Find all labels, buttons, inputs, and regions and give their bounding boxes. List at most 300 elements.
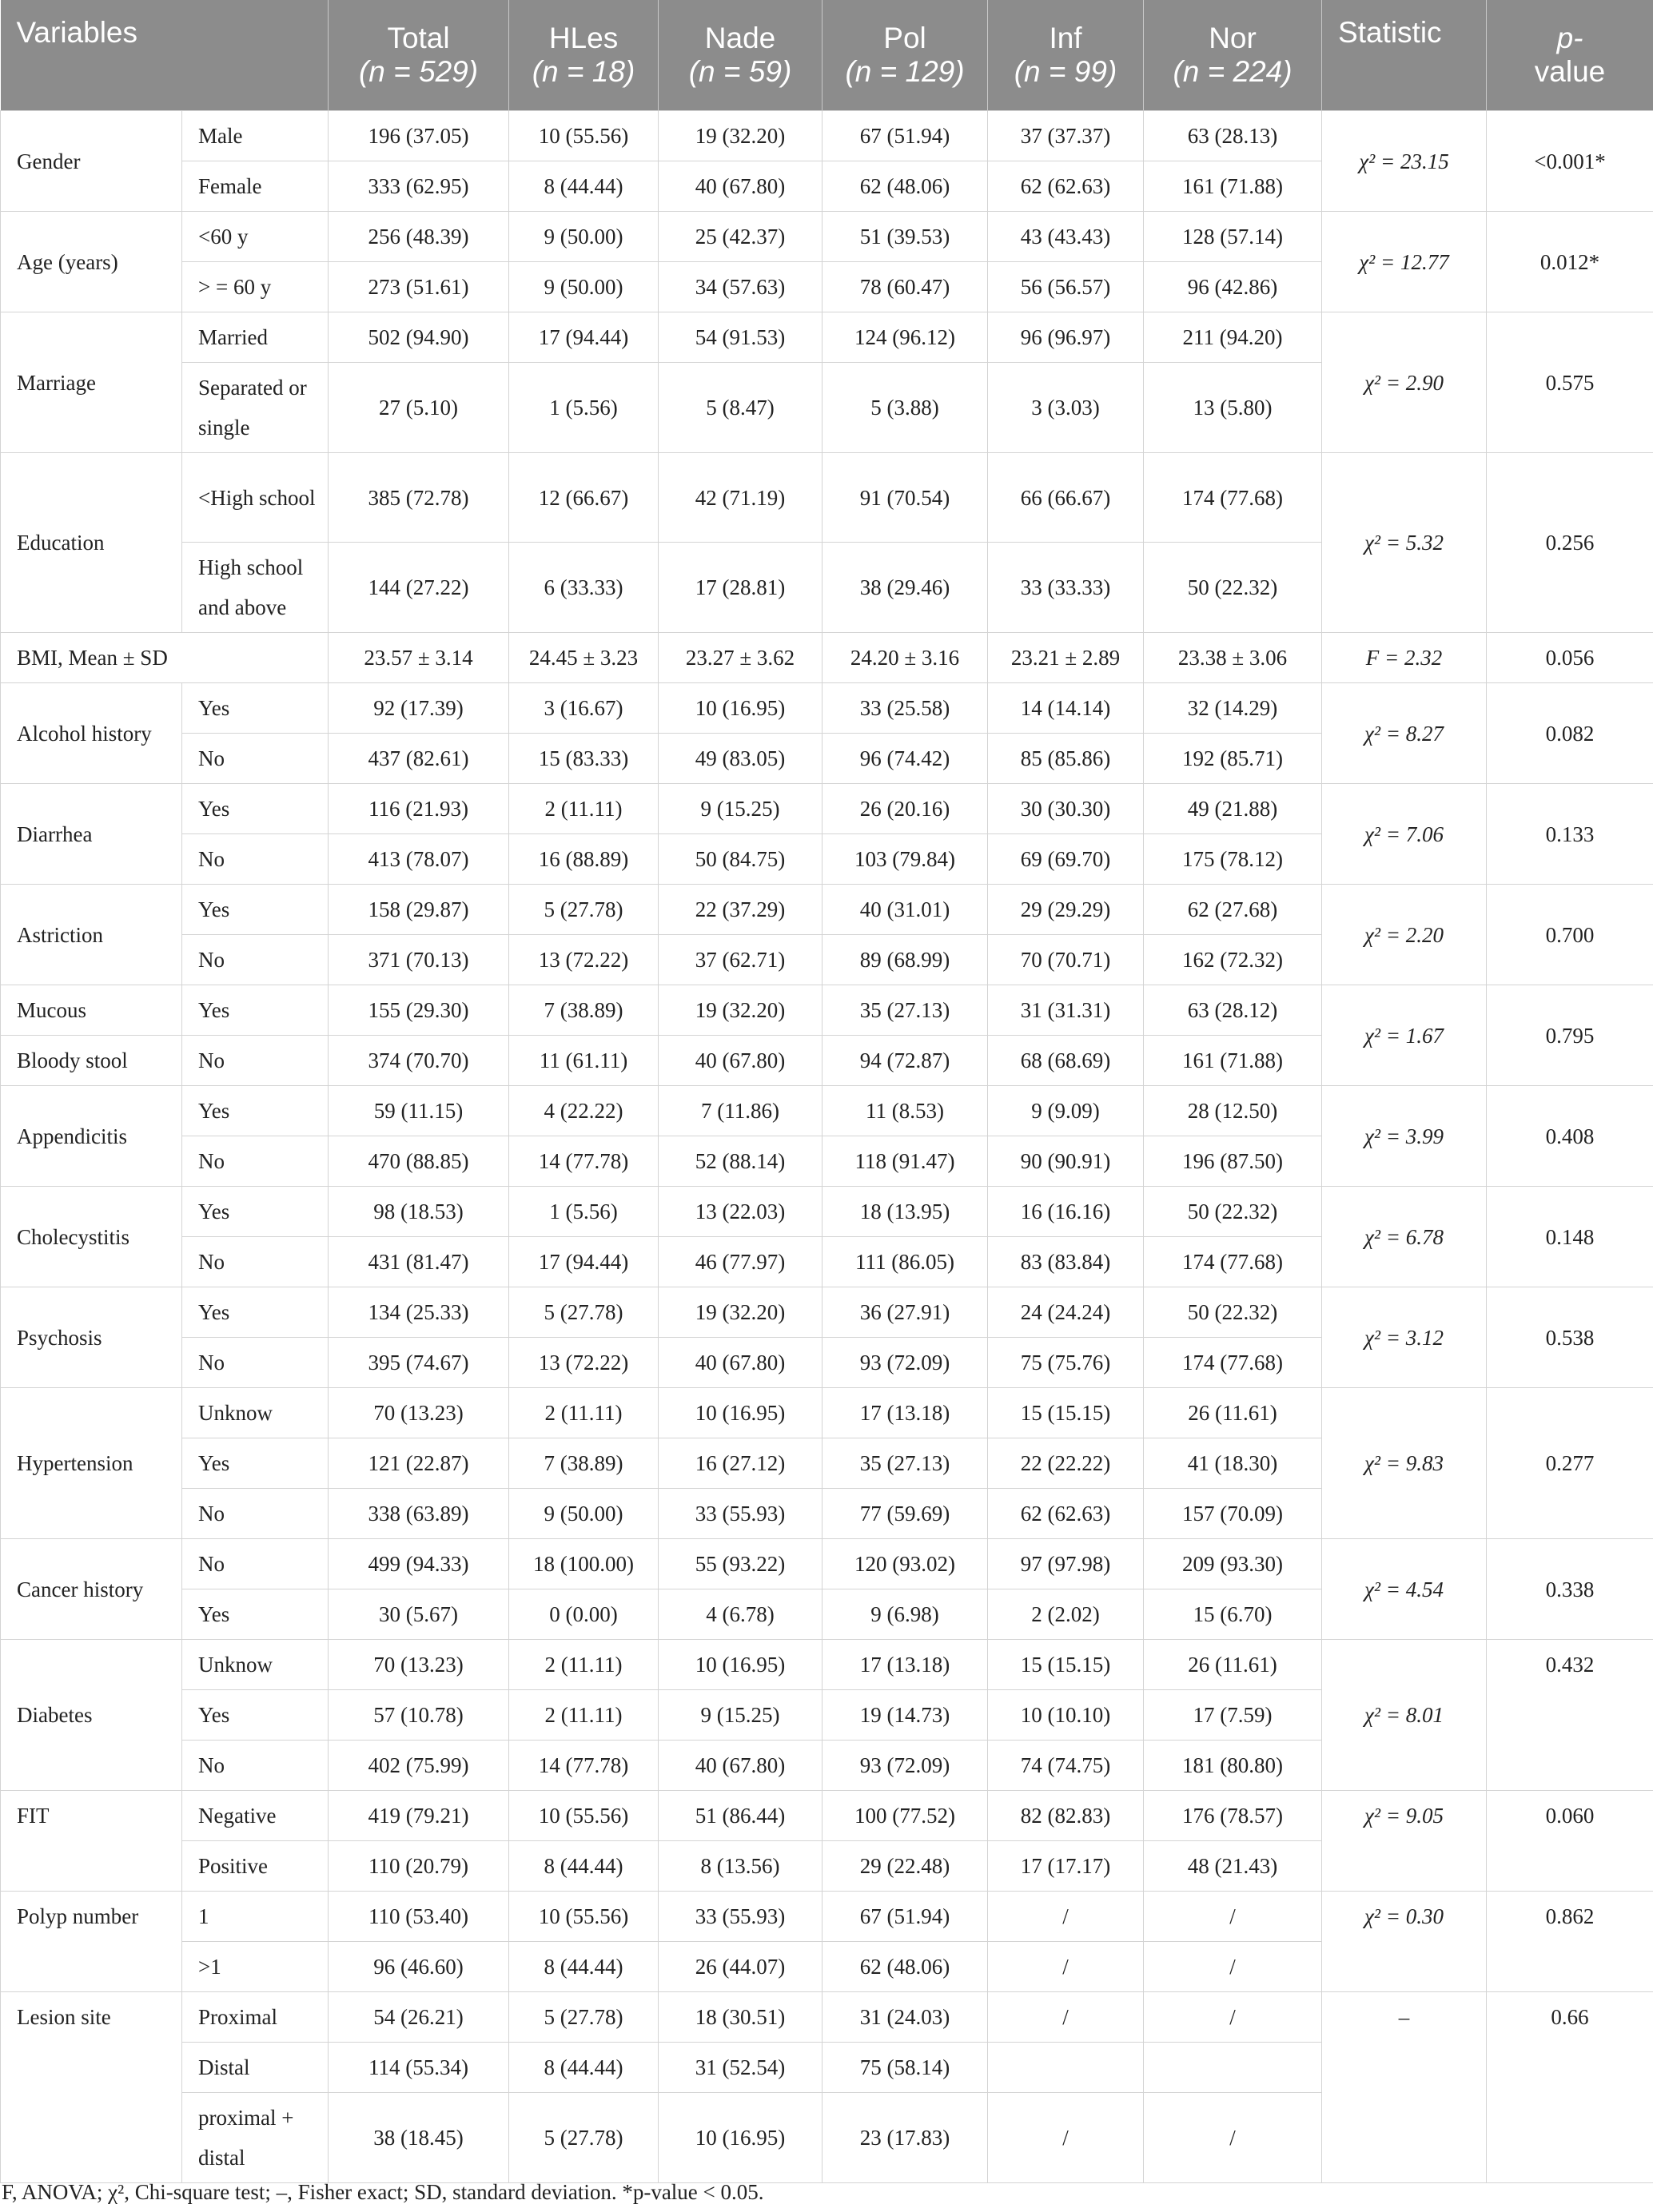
cell-pvalue: 0.408 — [1487, 1086, 1653, 1187]
cell-pol: 94 (72.87) — [823, 1036, 988, 1086]
cell-nade: 5 (8.47) — [659, 363, 823, 453]
level-label: Proximal — [182, 1992, 329, 2043]
cell-pol: 35 (27.13) — [823, 985, 988, 1036]
table-row — [1, 1388, 1653, 1438]
cell-hles: 15 (83.33) — [509, 734, 659, 784]
variable-label: Marriage — [1, 312, 182, 453]
cell-nor: 211 (94.20) — [1144, 312, 1322, 363]
table-row — [1, 633, 1653, 683]
cell-nade: 33 (55.93) — [659, 1892, 823, 1942]
cell-nor: 63 (28.12) — [1144, 985, 1322, 1036]
cell-nor: 48 (21.43) — [1144, 1841, 1322, 1892]
level-label: 1 — [182, 1892, 329, 1942]
cell-statistic: χ² = 6.78 — [1322, 1187, 1487, 1287]
cell-total: 70 (13.23) — [329, 1388, 509, 1438]
cell-nor: 157 (70.09) — [1144, 1489, 1322, 1539]
cell-inf: 22 (22.22) — [988, 1438, 1144, 1489]
cell-pvalue: 0.795 — [1487, 985, 1653, 1086]
table-row — [1, 312, 1653, 363]
cell-total: 59 (11.15) — [329, 1086, 509, 1136]
header-nor — [1144, 0, 1322, 111]
cell-inf: 90 (90.91) — [988, 1136, 1144, 1187]
cell-nor: 15 (6.70) — [1144, 1589, 1322, 1640]
cell-nor: 161 (71.88) — [1144, 161, 1322, 212]
cell-total: 116 (21.93) — [329, 784, 509, 834]
cell-inf: 15 (15.15) — [988, 1388, 1144, 1438]
cell-nor: 174 (77.68) — [1144, 453, 1322, 543]
cell-inf: 70 (70.71) — [988, 935, 1144, 985]
cell-hles: 9 (50.00) — [509, 262, 659, 312]
cell-nade: 10 (16.95) — [659, 1640, 823, 1690]
cell-nade: 19 (32.20) — [659, 111, 823, 161]
level-label: Unknow — [182, 1388, 329, 1438]
cell-nade: 33 (55.93) — [659, 1489, 823, 1539]
cell-statistic: χ² = 8.27 — [1322, 683, 1487, 784]
cell-pol: 62 (48.06) — [823, 1942, 988, 1992]
cell-nor: 162 (72.32) — [1144, 935, 1322, 985]
level-label: Negative — [182, 1791, 329, 1841]
cell-nade: 18 (30.51) — [659, 1992, 823, 2043]
cell-inf: 62 (62.63) — [988, 161, 1144, 212]
cell-pol: 100 (77.52) — [823, 1791, 988, 1841]
cell-nade: 51 (86.44) — [659, 1791, 823, 1841]
cell-pol: 31 (24.03) — [823, 1992, 988, 2043]
cell-inf: 43 (43.43) — [988, 212, 1144, 262]
header-total-n: (n = 529) — [358, 55, 479, 88]
cell-pol: 23 (17.83) — [823, 2093, 988, 2183]
level-label: No — [182, 1036, 329, 1086]
cell-nor: 26 (11.61) — [1144, 1388, 1322, 1438]
variable-label: Polyp number — [1, 1892, 182, 1992]
header-pol — [823, 0, 988, 111]
cell-inf: 75 (75.76) — [988, 1338, 1144, 1388]
variable-label: Hypertension — [1, 1388, 182, 1539]
cell-hles: 13 (72.22) — [509, 935, 659, 985]
header-variables: Variables — [1, 0, 329, 111]
level-label: Yes — [182, 885, 329, 935]
cell-inf: 68 (68.69) — [988, 1036, 1144, 1086]
cell-pol: 78 (60.47) — [823, 262, 988, 312]
cell-total: 110 (20.79) — [329, 1841, 509, 1892]
cell-nor: 175 (78.12) — [1144, 834, 1322, 885]
cell-pol: 33 (25.58) — [823, 683, 988, 734]
cell-inf: 96 (96.97) — [988, 312, 1144, 363]
cell-total: 256 (48.39) — [329, 212, 509, 262]
header-pvalue-line2: value — [1534, 55, 1606, 88]
cell-inf: / — [988, 1992, 1144, 2043]
cell-nor: 196 (87.50) — [1144, 1136, 1322, 1187]
cell-nor: 63 (28.13) — [1144, 111, 1322, 161]
table-row — [1, 683, 1653, 734]
cell-total: 196 (37.05) — [329, 111, 509, 161]
cell-pvalue: 0.538 — [1487, 1287, 1653, 1388]
level-label: High school and above — [182, 543, 329, 633]
cell-inf: 29 (29.29) — [988, 885, 1144, 935]
cell-statistic: χ² = 2.20 — [1322, 885, 1487, 985]
cell-pol: 9 (6.98) — [823, 1589, 988, 1640]
cell-statistic: χ² = 0.30 — [1322, 1892, 1487, 1992]
cell-nade: 19 (32.20) — [659, 1287, 823, 1338]
cell-hles: 10 (55.56) — [509, 1892, 659, 1942]
cell-hles: 7 (38.89) — [509, 985, 659, 1036]
table-row — [1, 1086, 1653, 1136]
cell-pvalue: 0.277 — [1487, 1388, 1653, 1539]
cell-pol: 17 (13.18) — [823, 1388, 988, 1438]
cell-nor: / — [1144, 2093, 1322, 2183]
cell-hles: 7 (38.89) — [509, 1438, 659, 1489]
cell-pvalue: 0.148 — [1487, 1187, 1653, 1287]
cell-total: 419 (79.21) — [329, 1791, 509, 1841]
cell-statistic: χ² = 2.90 — [1322, 312, 1487, 453]
cell-hles: 8 (44.44) — [509, 1942, 659, 1992]
cell-inf: 16 (16.16) — [988, 1187, 1144, 1237]
cell-total: 402 (75.99) — [329, 1741, 509, 1791]
level-label: Married — [182, 312, 329, 363]
level-label: Yes — [182, 1690, 329, 1741]
cell-nade: 7 (11.86) — [659, 1086, 823, 1136]
cell-inf: 33 (33.33) — [988, 543, 1144, 633]
cell-nade: 40 (67.80) — [659, 1741, 823, 1791]
cell-pol: 111 (86.05) — [823, 1237, 988, 1287]
level-label: No — [182, 834, 329, 885]
cell-pol: 38 (29.46) — [823, 543, 988, 633]
cell-total: 23.57 ± 3.14 — [329, 633, 509, 683]
cell-pol: 18 (13.95) — [823, 1187, 988, 1237]
level-label: No — [182, 1539, 329, 1589]
cell-nade: 31 (52.54) — [659, 2043, 823, 2093]
cell-nor: 176 (78.57) — [1144, 1791, 1322, 1841]
cell-nor: 49 (21.88) — [1144, 784, 1322, 834]
cell-inf: 17 (17.17) — [988, 1841, 1144, 1892]
cell-hles: 2 (11.11) — [509, 1690, 659, 1741]
cell-hles: 17 (94.44) — [509, 312, 659, 363]
cell-pol: 40 (31.01) — [823, 885, 988, 935]
cell-nor: 209 (93.30) — [1144, 1539, 1322, 1589]
level-label: Yes — [182, 1086, 329, 1136]
cell-inf: 82 (82.83) — [988, 1791, 1144, 1841]
cell-nor: 62 (27.68) — [1144, 885, 1322, 935]
cell-statistic: χ² = 3.12 — [1322, 1287, 1487, 1388]
cell-nade: 9 (15.25) — [659, 1690, 823, 1741]
cell-nade: 19 (32.20) — [659, 985, 823, 1036]
cell-total: 338 (63.89) — [329, 1489, 509, 1539]
cell-nade: 49 (83.05) — [659, 734, 823, 784]
cell-inf: 56 (56.57) — [988, 262, 1144, 312]
cell-total: 499 (94.33) — [329, 1539, 509, 1589]
cell-total: 98 (18.53) — [329, 1187, 509, 1237]
cell-pvalue: <0.001* — [1487, 111, 1653, 212]
cell-nor: 50 (22.32) — [1144, 1187, 1322, 1237]
cell-nade: 10 (16.95) — [659, 2093, 823, 2183]
cell-hles: 0 (0.00) — [509, 1589, 659, 1640]
cell-hles: 2 (11.11) — [509, 784, 659, 834]
level-label: Yes — [182, 1589, 329, 1640]
cell-pvalue: 0.575 — [1487, 312, 1653, 453]
cell-nor: 174 (77.68) — [1144, 1237, 1322, 1287]
cell-pvalue: 0.133 — [1487, 784, 1653, 885]
cell-inf: 24 (24.24) — [988, 1287, 1144, 1338]
cell-hles: 12 (66.67) — [509, 453, 659, 543]
cell-hles: 9 (50.00) — [509, 1489, 659, 1539]
cell-hles: 10 (55.56) — [509, 1791, 659, 1841]
cell-nade: 22 (37.29) — [659, 885, 823, 935]
variable-label: Gender — [1, 111, 182, 212]
header-hles-name: HLes — [548, 22, 619, 54]
header-hles-n: (n = 18) — [532, 55, 635, 88]
cell-total: 27 (5.10) — [329, 363, 509, 453]
cell-nade: 23.27 ± 3.62 — [659, 633, 823, 683]
cell-nor: 26 (11.61) — [1144, 1640, 1322, 1690]
level-label: Yes — [182, 1287, 329, 1338]
table-row — [1, 985, 1653, 1036]
level-label: > = 60 y — [182, 262, 329, 312]
cell-total: 70 (13.23) — [329, 1640, 509, 1690]
cell-pvalue: 0.862 — [1487, 1892, 1653, 1992]
level-label: Yes — [182, 985, 329, 1036]
level-label: Male — [182, 111, 329, 161]
header-inf-name: Inf — [1049, 22, 1082, 54]
cell-total: 114 (55.34) — [329, 2043, 509, 2093]
cell-nade: 40 (67.80) — [659, 161, 823, 212]
cell-hles: 10 (55.56) — [509, 111, 659, 161]
header-pol-name: Pol — [883, 22, 926, 54]
variable-label: Mucous — [1, 985, 182, 1036]
cell-total: 333 (62.95) — [329, 161, 509, 212]
cell-hles: 8 (44.44) — [509, 2043, 659, 2093]
header-nor-name: Nor — [1209, 22, 1257, 54]
cell-hles: 3 (16.67) — [509, 683, 659, 734]
cell-hles: 4 (22.22) — [509, 1086, 659, 1136]
cell-total: 374 (70.70) — [329, 1036, 509, 1086]
cell-nade: 9 (15.25) — [659, 784, 823, 834]
cell-pol: 35 (27.13) — [823, 1438, 988, 1489]
cell-pol: 96 (74.42) — [823, 734, 988, 784]
cell-nor: / — [1144, 1992, 1322, 2043]
header-row — [1, 0, 1653, 111]
cell-hles: 18 (100.00) — [509, 1539, 659, 1589]
cell-pol: 120 (93.02) — [823, 1539, 988, 1589]
cell-total: 54 (26.21) — [329, 1992, 509, 2043]
cell-nor: 128 (57.14) — [1144, 212, 1322, 262]
cell-inf: 9 (9.09) — [988, 1086, 1144, 1136]
level-label: Yes — [182, 1187, 329, 1237]
cell-statistic: χ² = 8.01 — [1322, 1640, 1487, 1791]
cell-total: 121 (22.87) — [329, 1438, 509, 1489]
cell-nade: 13 (22.03) — [659, 1187, 823, 1237]
cell-pol: 17 (13.18) — [823, 1640, 988, 1690]
cell-statistic: χ² = 3.99 — [1322, 1086, 1487, 1187]
cell-nade: 46 (77.97) — [659, 1237, 823, 1287]
cell-inf: 66 (66.67) — [988, 453, 1144, 543]
level-label: Unknow — [182, 1640, 329, 1690]
variable-label: Psychosis — [1, 1287, 182, 1388]
cell-nade: 40 (67.80) — [659, 1338, 823, 1388]
cell-hles: 1 (5.56) — [509, 1187, 659, 1237]
cell-pol: 93 (72.09) — [823, 1338, 988, 1388]
cell-hles: 5 (27.78) — [509, 1287, 659, 1338]
cell-inf: 69 (69.70) — [988, 834, 1144, 885]
cell-inf: 62 (62.63) — [988, 1489, 1144, 1539]
cell-hles: 5 (27.78) — [509, 885, 659, 935]
cell-nor: 181 (80.80) — [1144, 1741, 1322, 1791]
cell-nade: 26 (44.07) — [659, 1942, 823, 1992]
level-label: No — [182, 1741, 329, 1791]
level-label: >1 — [182, 1942, 329, 1992]
cell-hles: 8 (44.44) — [509, 1841, 659, 1892]
level-label: Yes — [182, 1438, 329, 1489]
cell-total: 96 (46.60) — [329, 1942, 509, 1992]
variable-label: Cholecystitis — [1, 1187, 182, 1287]
level-label: Positive — [182, 1841, 329, 1892]
cell-nor: 41 (18.30) — [1144, 1438, 1322, 1489]
cell-pvalue: 0.056 — [1487, 633, 1653, 683]
cell-total: 385 (72.78) — [329, 453, 509, 543]
cell-statistic: F = 2.32 — [1322, 633, 1487, 683]
cell-total: 437 (82.61) — [329, 734, 509, 784]
cell-total: 30 (5.67) — [329, 1589, 509, 1640]
cell-nade: 40 (67.80) — [659, 1036, 823, 1086]
cell-pol: 51 (39.53) — [823, 212, 988, 262]
variable-label: Bloody stool — [1, 1036, 182, 1086]
variable-label: Age (years) — [1, 212, 182, 312]
header-nade-n: (n = 59) — [688, 55, 792, 88]
variable-label: Lesion site — [1, 1992, 182, 2183]
header-pol-n: (n = 129) — [845, 55, 965, 88]
level-label: No — [182, 1237, 329, 1287]
variable-label: Astriction — [1, 885, 182, 985]
header-inf-n: (n = 99) — [1014, 55, 1117, 88]
cell-pol: 91 (70.54) — [823, 453, 988, 543]
cell-total: 273 (51.61) — [329, 262, 509, 312]
cell-inf: 83 (83.84) — [988, 1237, 1144, 1287]
cell-inf: / — [988, 1942, 1144, 1992]
cell-pvalue: 0.060 — [1487, 1791, 1653, 1892]
header-total — [329, 0, 509, 111]
header-hles — [509, 0, 659, 111]
cell-hles: 14 (77.78) — [509, 1741, 659, 1791]
cell-inf — [988, 2043, 1144, 2093]
cell-nor: 50 (22.32) — [1144, 1287, 1322, 1338]
cell-nor: 50 (22.32) — [1144, 543, 1322, 633]
cell-inf: 74 (74.75) — [988, 1741, 1144, 1791]
cell-pvalue: 0.338 — [1487, 1539, 1653, 1640]
cell-pol: 103 (79.84) — [823, 834, 988, 885]
cell-nade: 34 (57.63) — [659, 262, 823, 312]
header-statistic: Statistic — [1322, 0, 1487, 111]
header-pvalue-line1: p- — [1556, 22, 1583, 54]
cell-inf: / — [988, 2093, 1144, 2183]
cell-pol: 29 (22.48) — [823, 1841, 988, 1892]
table-row — [1, 1187, 1653, 1237]
header-nade-name: Nade — [704, 22, 776, 54]
cell-pol: 11 (8.53) — [823, 1086, 988, 1136]
cell-nade: 37 (62.71) — [659, 935, 823, 985]
table-row — [1, 784, 1653, 834]
cell-pol: 19 (14.73) — [823, 1690, 988, 1741]
cell-inf: 23.21 ± 2.89 — [988, 633, 1144, 683]
cell-nor: 32 (14.29) — [1144, 683, 1322, 734]
cell-hles: 14 (77.78) — [509, 1136, 659, 1187]
cell-pol: 67 (51.94) — [823, 1892, 988, 1942]
cell-statistic: χ² = 5.32 — [1322, 453, 1487, 633]
cell-nade: 8 (13.56) — [659, 1841, 823, 1892]
cell-inf: 3 (3.03) — [988, 363, 1144, 453]
cell-hles: 17 (94.44) — [509, 1237, 659, 1287]
variable-label: Diabetes — [1, 1640, 182, 1791]
cell-pol: 5 (3.88) — [823, 363, 988, 453]
cell-pol: 77 (59.69) — [823, 1489, 988, 1539]
cell-hles: 8 (44.44) — [509, 161, 659, 212]
header-pvalue — [1487, 0, 1653, 111]
cell-pol: 124 (96.12) — [823, 312, 988, 363]
header-nade — [659, 0, 823, 111]
cell-pvalue: 0.700 — [1487, 885, 1653, 985]
cell-pvalue: 0.256 — [1487, 453, 1653, 633]
cell-inf: 37 (37.37) — [988, 111, 1144, 161]
header-nor-n: (n = 224) — [1173, 55, 1293, 88]
cell-pol: 26 (20.16) — [823, 784, 988, 834]
cell-nade: 25 (42.37) — [659, 212, 823, 262]
variable-label: Education — [1, 453, 182, 633]
cell-inf: / — [988, 1892, 1144, 1942]
cell-inf: 15 (15.15) — [988, 1640, 1144, 1690]
variable-label: Diarrhea — [1, 784, 182, 885]
cell-statistic: χ² = 7.06 — [1322, 784, 1487, 885]
cell-nor: 17 (7.59) — [1144, 1690, 1322, 1741]
cell-hles: 24.45 ± 3.23 — [509, 633, 659, 683]
cell-pol: 75 (58.14) — [823, 2043, 988, 2093]
cell-statistic: χ² = 12.77 — [1322, 212, 1487, 312]
cell-total: 92 (17.39) — [329, 683, 509, 734]
level-label: Separated or single — [182, 363, 329, 453]
cell-inf: 10 (10.10) — [988, 1690, 1144, 1741]
cell-inf: 31 (31.31) — [988, 985, 1144, 1036]
level-label: No — [182, 1136, 329, 1187]
table-footnote: F, ANOVA; χ², Chi-square test; –, Fisher exact; SD, standard deviation. *p-value < 0.05. — [2, 2180, 764, 2204]
cell-total: 110 (53.40) — [329, 1892, 509, 1942]
cell-nor: / — [1144, 1942, 1322, 1992]
cell-total: 395 (74.67) — [329, 1338, 509, 1388]
cell-pol: 24.20 ± 3.16 — [823, 633, 988, 683]
cell-nade: 10 (16.95) — [659, 1388, 823, 1438]
cell-nade: 50 (84.75) — [659, 834, 823, 885]
cell-hles: 13 (72.22) — [509, 1338, 659, 1388]
cell-total: 413 (78.07) — [329, 834, 509, 885]
cell-pvalue: 0.082 — [1487, 683, 1653, 784]
cell-pol: 62 (48.06) — [823, 161, 988, 212]
cell-pvalue: 0.012* — [1487, 212, 1653, 312]
table-row — [1, 1539, 1653, 1589]
level-label: Yes — [182, 683, 329, 734]
table-row — [1, 1640, 1653, 1690]
cell-total: 155 (29.30) — [329, 985, 509, 1036]
level-label: No — [182, 935, 329, 985]
cell-total: 431 (81.47) — [329, 1237, 509, 1287]
cell-total: 502 (94.90) — [329, 312, 509, 363]
table-row — [1, 453, 1653, 543]
table-row — [1, 1287, 1653, 1338]
cell-total: 134 (25.33) — [329, 1287, 509, 1338]
cell-hles: 6 (33.33) — [509, 543, 659, 633]
cell-pol: 93 (72.09) — [823, 1741, 988, 1791]
cell-statistic: χ² = 9.83 — [1322, 1388, 1487, 1539]
cell-nor: 161 (71.88) — [1144, 1036, 1322, 1086]
variable-label: FIT — [1, 1791, 182, 1892]
cell-nor: 96 (42.86) — [1144, 262, 1322, 312]
cell-inf: 14 (14.14) — [988, 683, 1144, 734]
cell-pol: 36 (27.91) — [823, 1287, 988, 1338]
cell-nade: 42 (71.19) — [659, 453, 823, 543]
